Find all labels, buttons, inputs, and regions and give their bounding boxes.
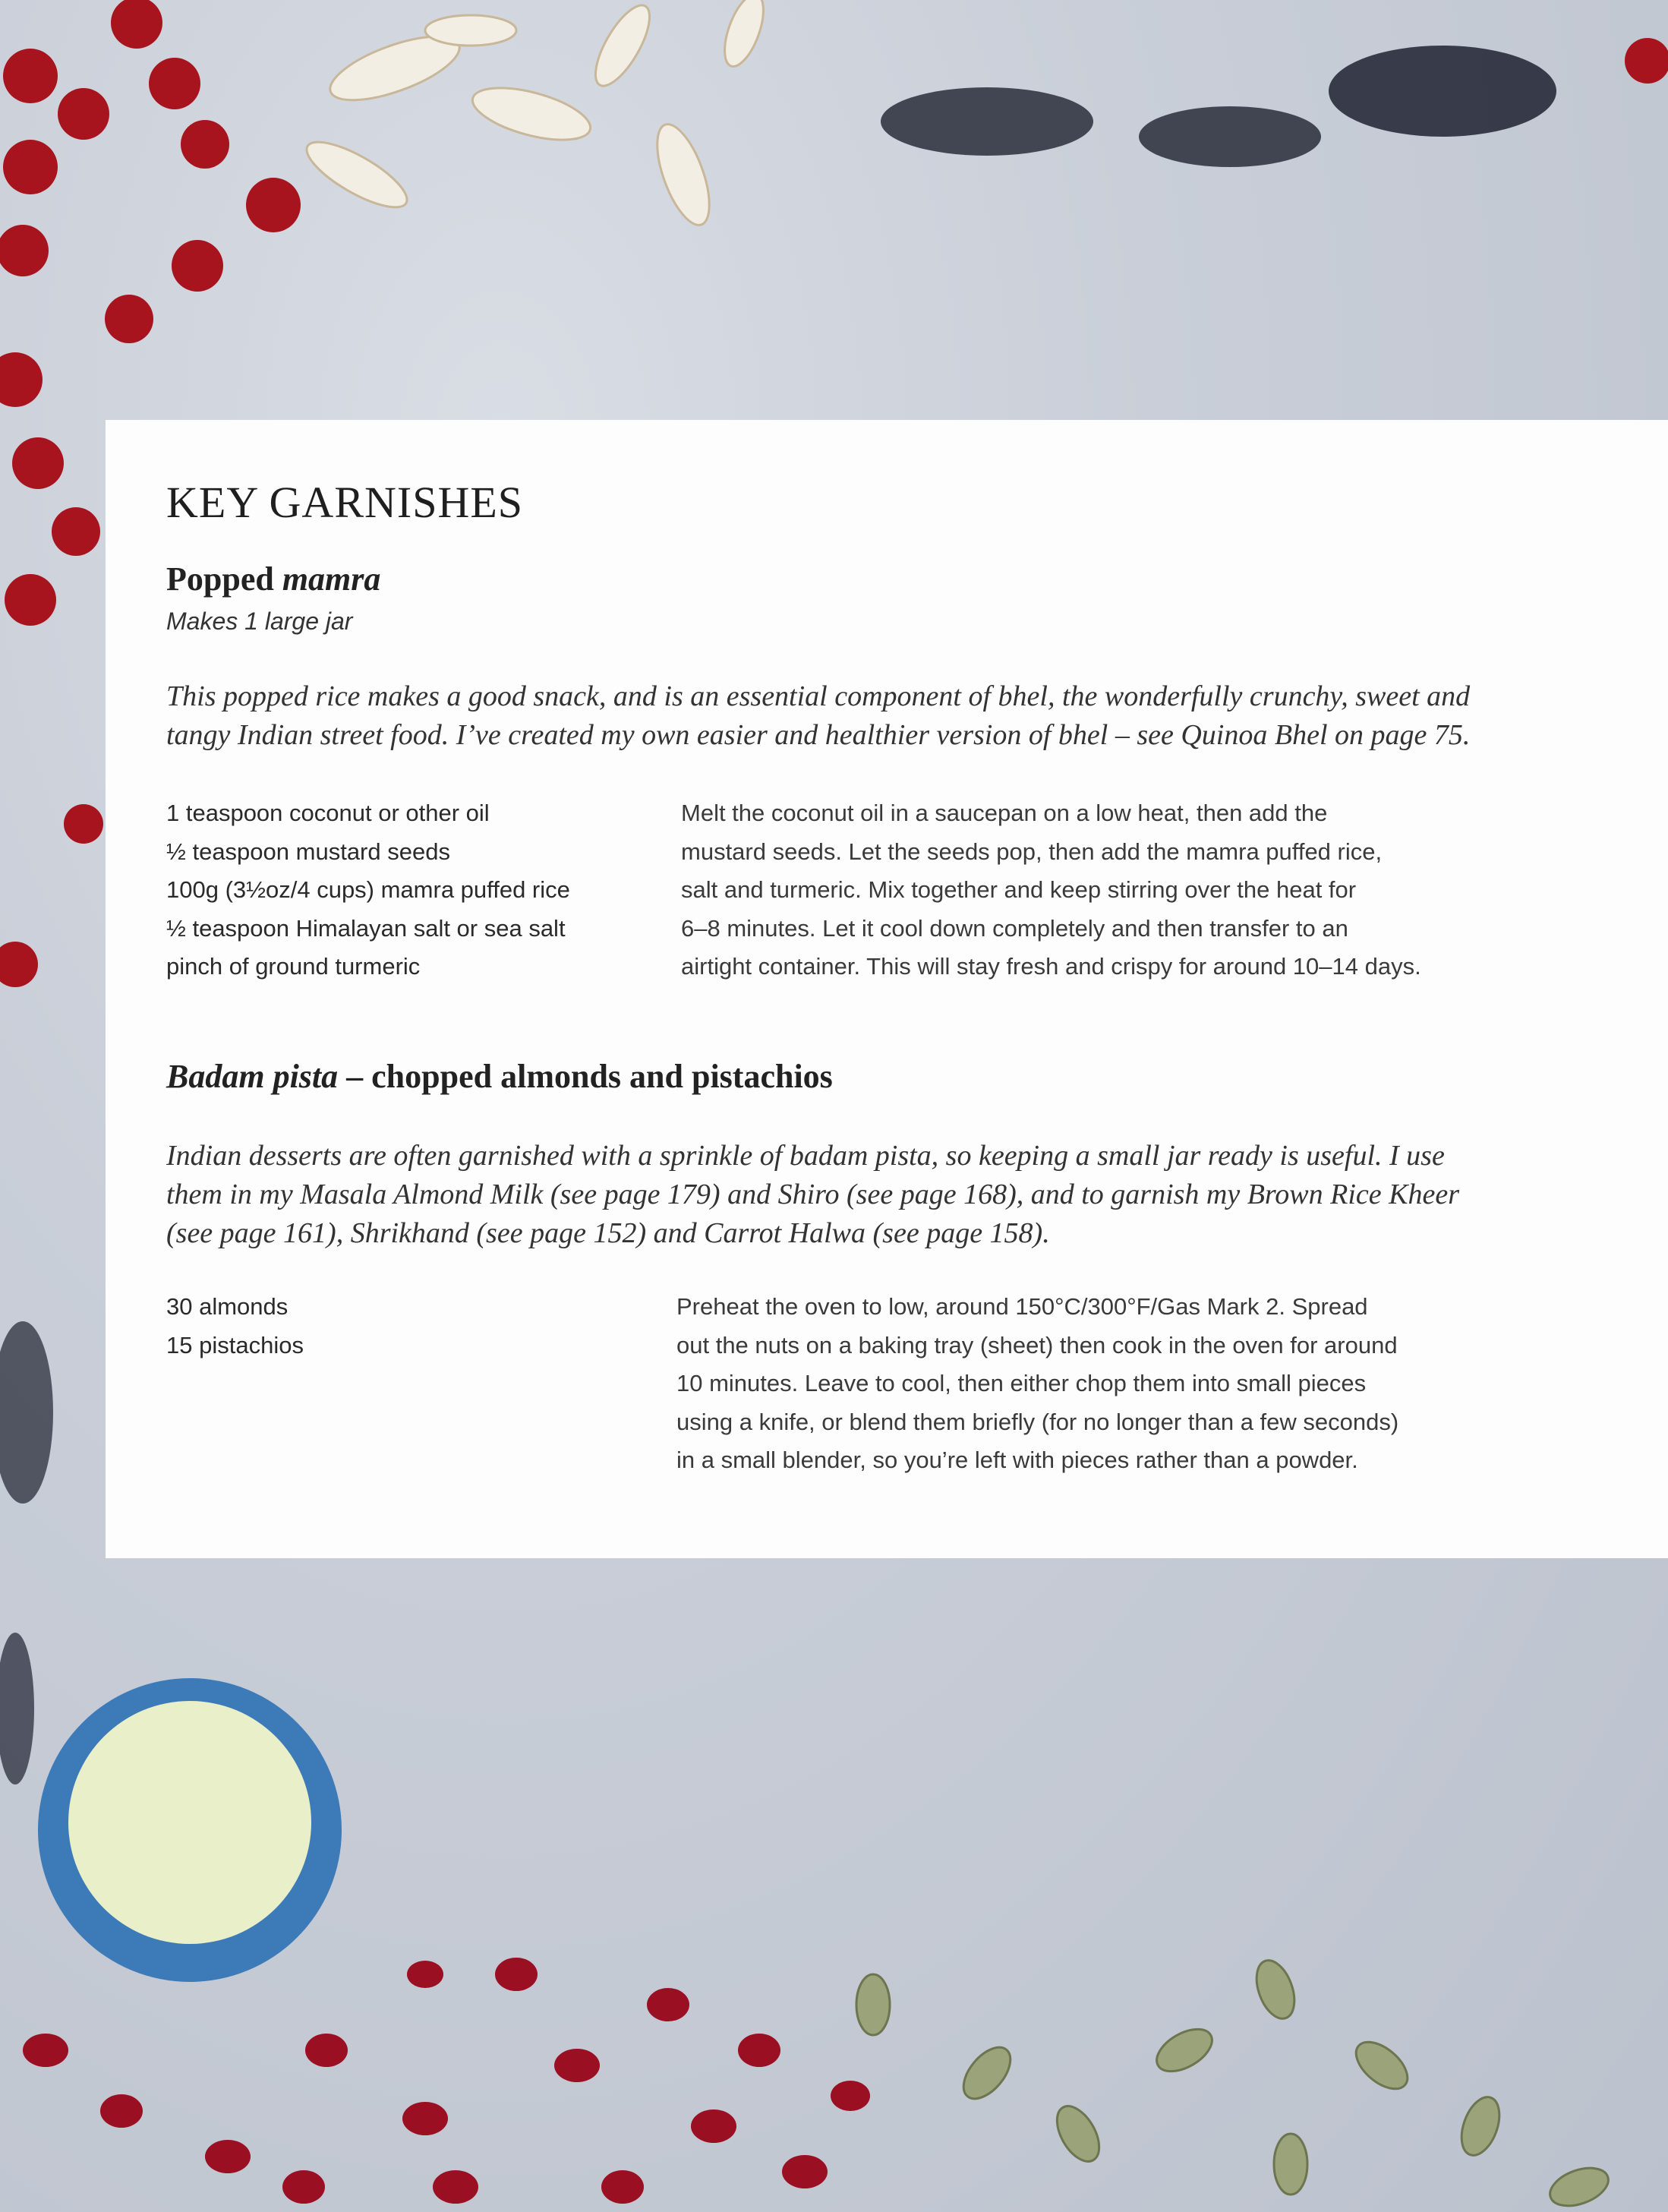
ingredient: ½ teaspoon Himalayan salt or sea salt bbox=[166, 914, 566, 942]
ingredients-list bbox=[166, 1288, 304, 1365]
bowl-of-puffed-rice bbox=[38, 1678, 342, 1982]
method-line: salt and turmeric. Mix together and keep stirring over the heat for bbox=[681, 876, 1357, 903]
method-line: Preheat the oven to low, around 150°C/300°F/Gas Mark 2. Spread bbox=[676, 1293, 1368, 1320]
intro-line: Indian desserts are often garnished with a sprinkle of badam pista, so keeping a small jar ready is useful. I use bbox=[166, 1140, 1445, 1172]
recipe-title-badam-pista bbox=[166, 1057, 833, 1096]
ingredient: 15 pistachios bbox=[166, 1331, 304, 1358]
ingredients-list bbox=[166, 794, 570, 986]
recipe-intro bbox=[166, 677, 1470, 755]
method-line: using a knife, or blend them briefly (for no longer than a few seconds) bbox=[676, 1408, 1399, 1435]
method-text bbox=[676, 1288, 1398, 1480]
cardamom-pods bbox=[856, 1955, 1613, 2212]
recipe-title-italic: Badam pista bbox=[166, 1058, 339, 1095]
intro-line: This popped rice makes a good snack, and is an essential component of bhel, the wonderfully crunchy, sweet and bbox=[166, 680, 1471, 712]
method-text bbox=[681, 794, 1421, 986]
recipe-yield: Makes 1 large jar bbox=[166, 607, 353, 635]
method-line: out the nuts on a baking tray (sheet) then cook in the oven for around bbox=[676, 1331, 1398, 1358]
recipe-title-plain: Popped bbox=[166, 560, 282, 598]
recipe-intro bbox=[166, 1137, 1459, 1253]
recipe-title-italic: mamra bbox=[282, 560, 381, 598]
method-line: 10 minutes. Leave to cool, then either chop them into small pieces bbox=[676, 1370, 1367, 1396]
method-line: mustard seeds. Let the seeds pop, then add the mamra puffed rice, bbox=[681, 838, 1383, 865]
pomegranate-seeds bbox=[23, 1958, 870, 2204]
recipe-title-plain: – chopped almonds and pistachios bbox=[338, 1058, 833, 1095]
method-line: airtight container. This will stay fresh and crispy for around 10–14 days. bbox=[681, 953, 1421, 980]
ingredient: pinch of ground turmeric bbox=[166, 953, 421, 980]
coconut-flakes bbox=[298, 0, 771, 232]
intro-line: them in my Masala Almond Milk (see page 179) and Shiro (see page 168), and to garnish my Brown Rice Kheer bbox=[166, 1179, 1460, 1210]
ingredient: 30 almonds bbox=[166, 1293, 289, 1320]
intro-line: tangy Indian street food. I’ve created my own easier and healthier version of bhel – see Quinoa Bhel on page 75. bbox=[166, 719, 1471, 751]
intro-line: (see page 161), Shrikhand (see page 152) and Carrot Halwa (see page 158). bbox=[166, 1217, 1050, 1249]
method-line: 6–8 minutes. Let it cool down completely and then transfer to an bbox=[681, 914, 1348, 942]
ingredient: ½ teaspoon mustard seeds bbox=[166, 838, 450, 865]
page-title: KEY GARNISHES bbox=[166, 478, 524, 527]
method-line: Melt the coconut oil in a saucepan on a low heat, then add the bbox=[681, 800, 1328, 826]
ingredient: 1 teaspoon coconut or other oil bbox=[166, 800, 490, 826]
ingredient: 100g (3½oz/4 cups) mamra puffed rice bbox=[166, 876, 570, 903]
recipe-title-popped-mamra bbox=[166, 560, 380, 598]
method-line: in a small blender, so you’re left with pieces rather than a powder. bbox=[676, 1447, 1358, 1473]
